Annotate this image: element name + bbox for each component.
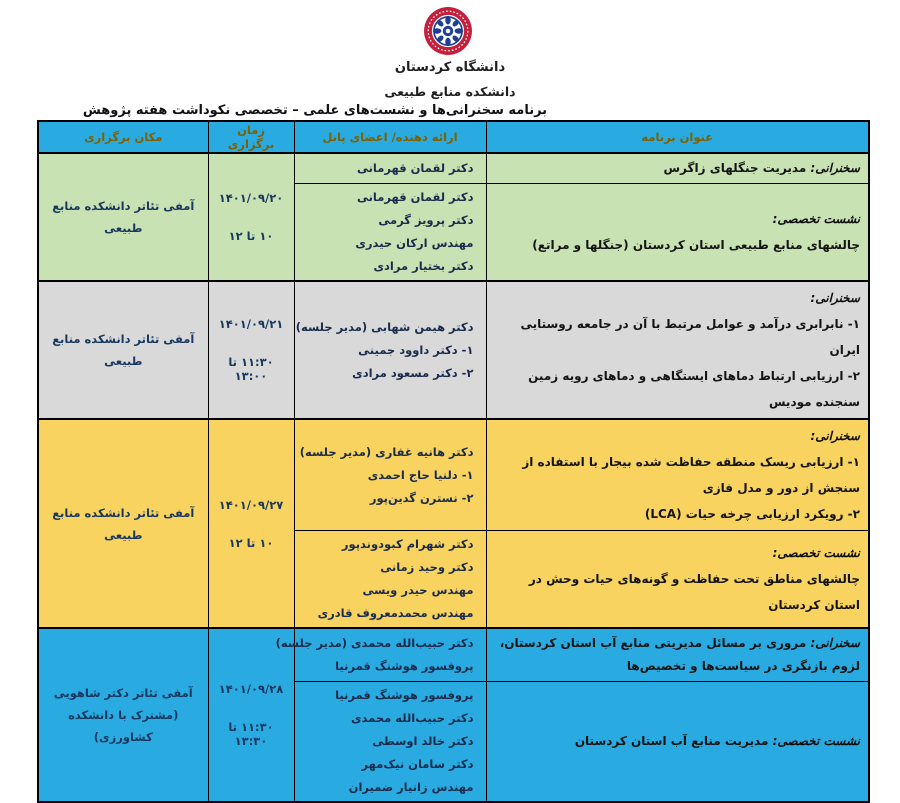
time-cell	[208, 281, 294, 419]
presenter-name: دکتر هیمن شهابی (مدیر جلسه)	[295, 319, 474, 334]
program-type-label: سخنرانی:	[810, 636, 860, 650]
program-type-label-line	[491, 540, 861, 566]
presenter-name: ۱- دکتر داوود جمینی	[358, 342, 474, 357]
location-line: آمفی تئاتر دانشکده منابع طبیعی	[52, 199, 195, 235]
program-title-line: ۱- نابرابری درآمد و عوامل مرتبط با آن در جامعه روستایی ایران	[520, 317, 860, 357]
program-title-text: مروری بر مسائل مدیریتی منابع آب استان کردستان، لزوم بازنگری در سیاست‌ها و تخصیص‌ها	[499, 636, 860, 673]
column-header-program-title: عنوان برنامه	[486, 121, 869, 153]
schedule-row	[38, 628, 869, 682]
schedule-row	[38, 419, 869, 531]
university-name: دانشگاه کردستان	[394, 60, 506, 75]
panel-members-cell	[294, 184, 486, 282]
presenter-name: مهندس محمدمعروف قادری	[317, 606, 474, 620]
program-title-cell	[486, 281, 869, 419]
panel-members-cell	[294, 419, 486, 531]
event-time: ۱۰ تا ۱۲	[228, 229, 274, 243]
program-title: برنامه سخنرانی‌ها و نشست‌های علمی – تخصصی نکوداشت هفته پژوهش	[82, 103, 548, 118]
program-type-label: سخنرانی:	[810, 161, 860, 175]
presenter-name: مهندس زانیار ضمیران	[348, 780, 474, 794]
panel-members-cell	[294, 281, 486, 419]
presenter-name: دکتر حبیب‌الله محمدی	[350, 711, 474, 725]
location-cell	[38, 419, 208, 628]
presenter-name: دکتر لقمان قهرمانی	[356, 161, 474, 175]
presenter-name: دکتر خالد اوسطی	[372, 734, 474, 748]
location-cell	[38, 281, 208, 419]
faculty-name: دانشکده منابع طبیعی	[384, 84, 516, 99]
program-title-text: مدیریت جنگلهای زاگرس	[663, 161, 807, 175]
presenter-name: پروفسور هوشنگ قمرنیا	[335, 659, 474, 673]
location-line: آمفی تئاتر دکتر شاهویی	[53, 686, 193, 700]
presenter-name: ۱- دلنیا حاج احمدی	[367, 467, 474, 482]
schedule-table	[37, 120, 870, 803]
location-line: آمفی تئاتر دانشکده منابع طبیعی	[52, 332, 195, 368]
presenter-name: ۲- دکتر مسعود مرادی	[352, 365, 474, 380]
program-title-cell	[486, 419, 869, 531]
column-header-location: مکان برگزاری	[38, 121, 208, 153]
program-title-cell	[486, 682, 869, 803]
panel-members-cell	[275, 628, 486, 682]
program-type-label: نشست تخصصی:	[772, 734, 860, 748]
event-date: ۱۴۰۱/۰۹/۲۰	[218, 191, 284, 205]
presenter-name: مهندس ارکان حیدری	[355, 236, 474, 250]
program-type-label-line	[491, 423, 861, 449]
schedule-row	[38, 281, 869, 419]
location-line: آمفی تئاتر دانشکده منابع طبیعی	[52, 505, 195, 542]
program-type-label: نشست تخصصی:	[772, 212, 860, 226]
column-header-panel-members: ارائه دهنده/ اعضای پانل	[294, 121, 486, 153]
program-title-cell	[486, 153, 869, 184]
time-cell	[208, 419, 294, 628]
presenter-name: دکتر بختیار مرادی	[373, 259, 474, 273]
event-date: ۱۴۰۱/۰۹/۲۷	[218, 497, 284, 512]
table-body	[38, 153, 869, 802]
presenter-name: ۲- نسترن گدین‌پور	[369, 490, 474, 505]
presenter-name: مهندس حیدر ویسی	[362, 583, 474, 597]
program-title-line: ۲- ارزیابی ارتباط دماهای ایستگاهی و دماهای رویه زمین سنجنده مودیس	[528, 369, 860, 409]
presenter-name: دکتر حبیب‌الله محمدی (مدیر جلسه)	[275, 636, 474, 650]
presenter-name: دکتر سامان نیک‌مهر	[361, 757, 474, 771]
event-date: ۱۴۰۱/۰۹/۲۱	[218, 317, 284, 331]
table-header	[38, 121, 869, 153]
program-title-line: چالشهای مناطق تحت حفاظت و گونه‌های حیات وحش در استان کردستان	[528, 572, 860, 612]
location-line: (مشترک با دانشکده کشاورزی)	[68, 708, 179, 744]
panel-members-cell	[294, 682, 486, 803]
program-title-line: چالشهای منابع طبیعی استان کردستان (جنگلها و مراتع)	[532, 238, 860, 252]
program-type-label: سخنرانی:	[810, 291, 860, 305]
schedule-row	[38, 153, 869, 184]
university-emblem-icon	[422, 6, 474, 56]
university-logo	[420, 6, 476, 58]
column-header-time: زمان برگزاری	[208, 121, 294, 153]
program-type-label-line	[491, 285, 861, 311]
program-title-line: ۱- ارزیابی ریسک منطقه حفاظت شده بیجار با استفاده از سنجش از دور و مدل فازی	[522, 455, 860, 495]
program-title-cell	[486, 531, 869, 629]
presenter-name: دکتر پرویز گرمی	[378, 213, 474, 227]
presenter-name: پروفسور هوشنگ قمرنیا	[335, 688, 474, 702]
program-title-line	[491, 632, 861, 678]
program-title-line	[491, 157, 861, 180]
time-cell	[208, 153, 294, 281]
event-time: ۱۱:۳۰ تا ۱۳:۰۰	[228, 355, 274, 383]
program-title-line	[491, 730, 861, 753]
program-type-label-line	[491, 206, 861, 232]
program-type-label: نشست تخصصی:	[772, 546, 860, 560]
header-row	[38, 121, 869, 153]
program-type-label: سخنرانی:	[810, 429, 860, 443]
program-title-cell	[486, 184, 869, 282]
program-title-line: ۲- رویکرد ارزیابی چرخه حیات (LCA)	[644, 507, 860, 521]
program-title-cell	[486, 628, 869, 682]
program-title-text: مدیریت منابع آب استان کردستان	[574, 734, 769, 748]
location-cell	[38, 628, 208, 802]
panel-members-cell	[294, 153, 486, 184]
presenter-name: دکتر وحید زمانی	[380, 560, 474, 574]
presenter-name: دکتر هانیه غفاری (مدیر جلسه)	[299, 444, 474, 459]
event-time: ۱۱:۳۰ تا ۱۳:۳۰	[228, 720, 274, 748]
location-cell	[38, 153, 208, 281]
presenter-name: دکتر شهرام کبودوندپور	[341, 537, 474, 551]
panel-members-cell	[294, 531, 486, 629]
presenter-name: دکتر لقمان قهرمانی	[356, 190, 474, 204]
event-date: ۱۴۰۱/۰۹/۲۸	[218, 682, 284, 696]
event-time: ۱۰ تا ۱۲	[228, 535, 274, 550]
